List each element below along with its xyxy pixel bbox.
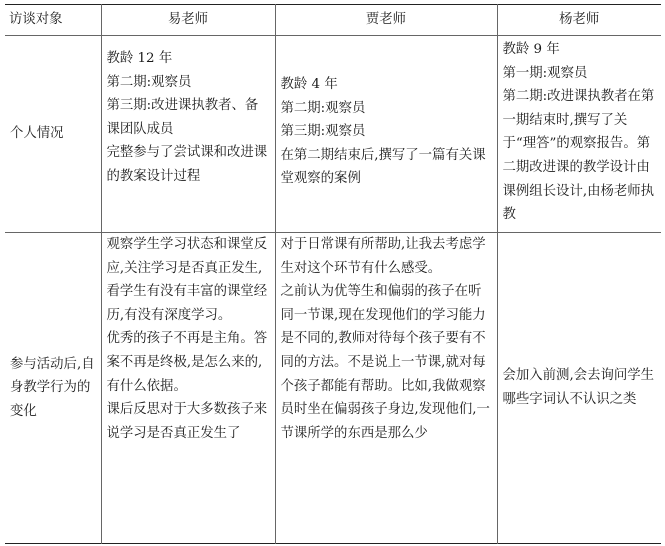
paragraph: 第三期:观察员 xyxy=(280,124,366,140)
paragraph: 完整参与了尝试课和改进课的教案设计过程 xyxy=(106,145,268,184)
row-behavior-change xyxy=(5,233,661,544)
paragraph: 对于日常课有所帮助,让我去考虑学生对这个环节有什么感受。 xyxy=(280,237,486,276)
paragraph: 第二期:观察员 xyxy=(106,74,192,90)
paragraph: 课后反思对于大多数孩子来说学习是否真正发生了 xyxy=(106,402,268,441)
cell-jia-change xyxy=(275,233,497,544)
row-label-personal: 个人情况 xyxy=(5,36,101,233)
cell-yang-change xyxy=(497,233,661,544)
paragraph: 第二期:观察员 xyxy=(280,100,366,116)
paragraph: 观察学生学习状态和课堂反应,关注学习是否真正发生,看学生有没有丰富的课堂经历,有没有深度学习。 xyxy=(106,237,268,323)
header-teacher-yi: 易老师 xyxy=(101,5,275,36)
paragraph: 优秀的孩子不再是主角。答案不再是终极,是怎么来的,有什么依据。 xyxy=(106,331,268,394)
paragraph: 之前认为优等生和偏弱的孩子在听同一节课,现在发现他们的学习能力是不同的,教师对待每个孩子要有不同的方法。不是说上一节课,就对每个孩子都能有帮助。比如,我做观察员时坐在偏弱孩子身边,发现他们,一节课所学的东西是那么少 xyxy=(280,284,490,441)
paragraph: 教龄 12 年 xyxy=(106,51,173,66)
paragraph: 第二期:改进课执教者在第一期结束时,撰写了关于“理答”的观察报告。第二期改进课的教学设计由课例组长设计,由杨老师执教 xyxy=(502,89,655,223)
header-row xyxy=(5,5,661,36)
cell-yi-personal xyxy=(101,36,275,233)
cell-yang-personal xyxy=(497,36,661,233)
header-teacher-yang: 杨老师 xyxy=(497,5,661,36)
cell-yi-change xyxy=(101,233,275,544)
paragraph: 第一期:观察员 xyxy=(502,65,588,81)
paragraph: 教龄 4 年 xyxy=(280,77,338,92)
header-teacher-jia: 贾老师 xyxy=(275,5,497,36)
header-interviewee: 访谈对象 xyxy=(5,5,101,36)
interview-table xyxy=(5,4,661,544)
row-label-change: 参与活动后,自身教学行为的变化 xyxy=(5,233,101,544)
paragraph: 在第二期结束后,撰写了一篇有关课堂观察的案例 xyxy=(280,147,486,187)
row-personal-info xyxy=(5,36,661,233)
paragraph: 会加入前测,会去询问学生哪些字词认不认识之类 xyxy=(502,368,655,407)
paragraph: 教龄 9 年 xyxy=(502,42,560,57)
cell-jia-personal xyxy=(275,36,497,233)
paragraph: 第三期:改进课执教者、备课团队成员 xyxy=(106,98,259,137)
